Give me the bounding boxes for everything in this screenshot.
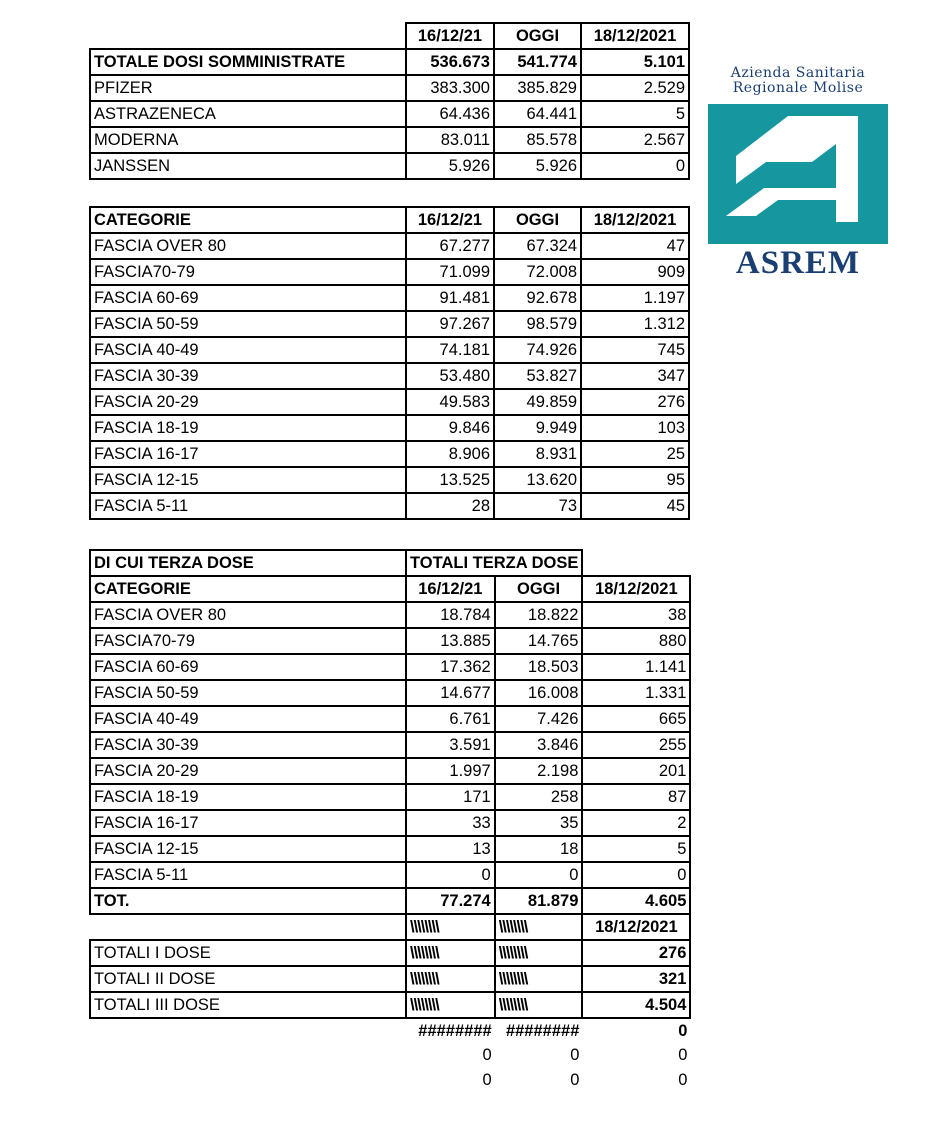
row-label: ASTRAZENECA	[90, 101, 406, 127]
value-cell: 18	[495, 836, 583, 862]
value-cell: 74.926	[494, 337, 581, 363]
empty-cell	[90, 914, 406, 940]
row-label: FASCIA 50-59	[90, 311, 406, 337]
table-row	[90, 784, 690, 810]
empty-cell	[90, 1018, 406, 1043]
logo-brand: ASREM	[735, 245, 861, 281]
section-title-right: TOTALI TERZA DOSE	[406, 550, 582, 576]
hatch-cell: \\\\\\\\	[495, 992, 583, 1018]
value-cell: 0	[678, 1070, 688, 1089]
overflow-cell: ########	[418, 1022, 492, 1040]
table-row	[90, 285, 689, 311]
value-cell: 0	[678, 1046, 688, 1065]
value-cell: 47	[581, 233, 689, 259]
value-cell: 5.926	[494, 153, 581, 179]
value-cell: 18.503	[495, 654, 583, 680]
value-cell: 276	[582, 940, 690, 966]
value-cell: 67.277	[406, 233, 494, 259]
value-cell: 98.579	[494, 311, 581, 337]
hatch-cell: \\\\\\\\	[406, 914, 495, 940]
value-cell: 1.141	[582, 654, 690, 680]
vaccine-doses-table	[89, 22, 690, 180]
row-label: FASCIA 60-69	[90, 285, 406, 311]
header-cell: 16/12/21	[406, 207, 494, 233]
total-label: TOT.	[90, 888, 406, 914]
table-row	[90, 101, 689, 127]
value-cell: 1.312	[581, 311, 689, 337]
row-label: FASCIA 5-11	[90, 493, 406, 519]
value-cell: 33	[406, 810, 495, 836]
row-label: FASCIA OVER 80	[90, 602, 406, 628]
value-cell: 38	[582, 602, 690, 628]
asrem-logo	[705, 65, 891, 281]
value-cell: 276	[581, 389, 689, 415]
header-cell: 18/12/2021	[581, 207, 689, 233]
value-cell: 0	[581, 153, 689, 179]
value-cell: 13.525	[406, 467, 494, 493]
value-cell: 13	[406, 836, 495, 862]
value-cell: 53.480	[406, 363, 494, 389]
row-label: FASCIA70-79	[90, 628, 406, 654]
row-label: FASCIA 16-17	[90, 810, 406, 836]
total-value: 77.274	[406, 888, 495, 914]
table-row	[90, 706, 690, 732]
row-label: FASCIA 12-15	[90, 467, 406, 493]
total-row	[90, 888, 690, 914]
value-cell: 0	[495, 862, 583, 888]
row-label: PFIZER	[90, 75, 406, 101]
row-label: FASCIA 20-29	[90, 758, 406, 784]
row-label: TOTALE DOSI SOMMINISTRATE	[90, 49, 406, 75]
overflow-row	[90, 1018, 690, 1043]
table-row	[90, 680, 690, 706]
row-label: FASCIA 12-15	[90, 836, 406, 862]
value-cell: 16.008	[495, 680, 583, 706]
value-cell: 5	[582, 836, 690, 862]
table-row	[90, 628, 690, 654]
row-label: FASCIA70-79	[90, 259, 406, 285]
value-cell: 28	[406, 493, 494, 519]
header-cell: OGGI	[494, 23, 581, 49]
value-cell: 2.198	[495, 758, 583, 784]
table-header-row	[90, 23, 689, 49]
value-cell: 87	[582, 784, 690, 810]
table-row	[90, 415, 689, 441]
hatch-header-row	[90, 914, 690, 940]
table-header-row	[90, 576, 690, 602]
value-cell: 5.101	[581, 49, 689, 75]
row-label: FASCIA 50-59	[90, 680, 406, 706]
value-cell: 1.997	[406, 758, 495, 784]
hatch-cell: \\\\\\\\	[495, 966, 583, 992]
header-cell: 18/12/2021	[582, 576, 690, 602]
value-cell: 18.822	[495, 602, 583, 628]
table-row	[90, 836, 690, 862]
value-cell: 0	[678, 1022, 688, 1040]
row-label: FASCIA 16-17	[90, 441, 406, 467]
value-cell: 745	[581, 337, 689, 363]
row-label: TOTALI I DOSE	[90, 940, 406, 966]
row-label: FASCIA 20-29	[90, 389, 406, 415]
value-cell: 7.426	[495, 706, 583, 732]
table-row	[90, 311, 689, 337]
row-label: FASCIA 18-19	[90, 784, 406, 810]
value-cell: 64.436	[406, 101, 494, 127]
value-cell: 17.362	[406, 654, 495, 680]
row-label: FASCIA 40-49	[90, 706, 406, 732]
value-cell: 6.761	[406, 706, 495, 732]
value-cell: 18.784	[406, 602, 495, 628]
row-label: MODERNA	[90, 127, 406, 153]
date-header: 18/12/2021	[582, 914, 690, 940]
hatch-cell: \\\\\\\\	[495, 914, 583, 940]
value-cell: 0	[482, 1046, 492, 1065]
value-cell: 85.578	[494, 127, 581, 153]
value-cell: 13.620	[494, 467, 581, 493]
value-cell: 95	[581, 467, 689, 493]
value-cell: 74.181	[406, 337, 494, 363]
header-cell: CATEGORIE	[90, 576, 406, 602]
header-cell: 18/12/2021	[581, 23, 689, 49]
row-label: FASCIA 30-39	[90, 732, 406, 758]
row-label: TOTALI II DOSE	[90, 966, 406, 992]
hatch-cell: \\\\\\\\	[406, 966, 495, 992]
value-cell: 71.099	[406, 259, 494, 285]
value-cell: 0	[570, 1046, 580, 1065]
value-cell: 880	[582, 628, 690, 654]
value-cell: 73	[494, 493, 581, 519]
value-cell: 8.906	[406, 441, 494, 467]
table-row	[90, 732, 690, 758]
value-cell: 665	[582, 706, 690, 732]
empty-cell	[90, 1068, 406, 1093]
value-cell: 385.829	[494, 75, 581, 101]
table-row	[90, 758, 690, 784]
row-label: TOTALI III DOSE	[90, 992, 406, 1018]
header-cell: OGGI	[495, 576, 583, 602]
dose-total-row	[90, 940, 690, 966]
value-cell: 5.926	[406, 153, 494, 179]
value-cell: 909	[581, 259, 689, 285]
section-title: DI CUI TERZA DOSE	[90, 550, 406, 576]
value-cell: 0	[406, 862, 495, 888]
row-label: FASCIA 40-49	[90, 337, 406, 363]
logo-s-shape-icon	[708, 104, 888, 244]
value-cell: 171	[406, 784, 495, 810]
value-cell: 49.859	[494, 389, 581, 415]
value-cell: 255	[582, 732, 690, 758]
value-cell: 67.324	[494, 233, 581, 259]
logo-line-1: Azienda Sanitaria	[730, 65, 866, 81]
table-row	[90, 75, 689, 101]
table-row	[90, 389, 689, 415]
row-label: FASCIA 5-11	[90, 862, 406, 888]
hatch-cell: \\\\\\\\	[495, 940, 583, 966]
value-cell: 97.267	[406, 311, 494, 337]
hatch-cell: \\\\\\\\	[406, 992, 495, 1018]
total-value: 81.879	[495, 888, 583, 914]
table-row	[90, 259, 689, 285]
row-label: FASCIA 30-39	[90, 363, 406, 389]
table-row	[90, 49, 689, 75]
value-cell: 5	[581, 101, 689, 127]
empty-cell	[582, 550, 690, 576]
value-cell: 347	[581, 363, 689, 389]
value-cell: 13.885	[406, 628, 495, 654]
value-cell: 1.197	[581, 285, 689, 311]
table-row	[90, 337, 689, 363]
value-cell: 3.846	[495, 732, 583, 758]
value-cell: 25	[581, 441, 689, 467]
row-label: FASCIA 60-69	[90, 654, 406, 680]
table-row	[90, 467, 689, 493]
value-cell: 1.331	[582, 680, 690, 706]
value-cell: 53.827	[494, 363, 581, 389]
third-dose-table	[89, 549, 691, 1092]
value-cell: 201	[582, 758, 690, 784]
value-cell: 541.774	[494, 49, 581, 75]
overflow-cell: ########	[505, 1022, 580, 1040]
row-label: FASCIA OVER 80	[90, 233, 406, 259]
value-cell: 14.765	[495, 628, 583, 654]
logo-line-2: Regionale Molise	[732, 80, 864, 96]
logo-emblem	[708, 104, 888, 244]
hatch-cell: \\\\\\\\	[406, 940, 495, 966]
table-title-row	[90, 550, 690, 576]
table-row	[90, 363, 689, 389]
value-cell: 4.504	[582, 992, 690, 1018]
table-row	[90, 602, 690, 628]
dose-total-row	[90, 966, 690, 992]
table-row	[90, 862, 690, 888]
value-cell: 103	[581, 415, 689, 441]
header-cell: CATEGORIE	[90, 207, 406, 233]
value-cell: 64.441	[494, 101, 581, 127]
value-cell: 92.678	[494, 285, 581, 311]
table-row	[90, 493, 689, 519]
total-value: 4.605	[582, 888, 690, 914]
value-cell: 258	[495, 784, 583, 810]
value-cell: 9.846	[406, 415, 494, 441]
zero-row	[90, 1068, 690, 1093]
value-cell: 3.591	[406, 732, 495, 758]
empty-cell	[90, 1043, 406, 1068]
value-cell: 8.931	[494, 441, 581, 467]
value-cell: 0	[482, 1070, 492, 1089]
value-cell: 45	[581, 493, 689, 519]
header-cell: OGGI	[494, 207, 581, 233]
value-cell: 83.011	[406, 127, 494, 153]
value-cell: 383.300	[406, 75, 494, 101]
value-cell: 91.481	[406, 285, 494, 311]
value-cell: 536.673	[406, 49, 494, 75]
value-cell: 72.008	[494, 259, 581, 285]
value-cell: 0	[570, 1070, 580, 1089]
empty-cell	[90, 23, 406, 49]
table-header-row	[90, 207, 689, 233]
value-cell: 35	[495, 810, 583, 836]
value-cell: 9.949	[494, 415, 581, 441]
table-row	[90, 810, 690, 836]
age-category-table	[89, 206, 690, 520]
table-row	[90, 127, 689, 153]
zero-row	[90, 1043, 690, 1068]
value-cell: 2	[582, 810, 690, 836]
table-row	[90, 233, 689, 259]
row-label: JANSSEN	[90, 153, 406, 179]
row-label: FASCIA 18-19	[90, 415, 406, 441]
value-cell: 321	[582, 966, 690, 992]
header-cell: 16/12/21	[406, 23, 494, 49]
header-cell: 16/12/21	[406, 576, 495, 602]
value-cell: 2.567	[581, 127, 689, 153]
value-cell: 0	[582, 862, 690, 888]
value-cell: 14.677	[406, 680, 495, 706]
table-row	[90, 153, 689, 179]
table-row	[90, 441, 689, 467]
value-cell: 49.583	[406, 389, 494, 415]
dose-total-row	[90, 992, 690, 1018]
value-cell: 2.529	[581, 75, 689, 101]
table-row	[90, 654, 690, 680]
